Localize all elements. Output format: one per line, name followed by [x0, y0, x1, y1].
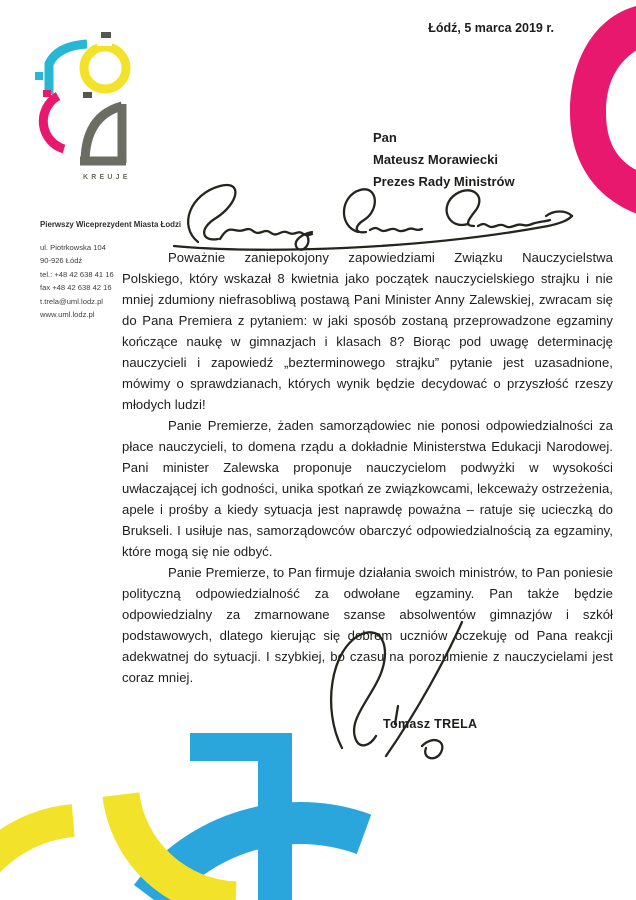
letter-date: Łódź, 5 marca 2019 r. [428, 21, 554, 35]
address-line: tel.: +48 42 638 41 16 [40, 269, 114, 279]
address-line: fax +48 42 638 42 16 [40, 283, 112, 293]
recipient-line: Pan [373, 130, 397, 145]
yellow-arc-left [0, 821, 73, 900]
logo-letter-o-yellow [84, 32, 126, 89]
logo-letter-l-cyan [35, 44, 87, 94]
paragraph: Panie Premierze, żaden samorządowiec nie ponosi odpowiedzialności za płace nauczycieli, to domena rządu a dokładnie Ministerstwa Edukacji Narodowej. Pani minister Zalewska proponuje nauczycielom podwyżki w wysokości uwłaczającej ich godności, unika spotkań ze związkowcami, lekceważy ostrzeżenia, apele i prośby a kiedy sytuacja jest naprawdę poważna – ratuje się ucieczką do Brukseli. I usiłuje nas, samorządowców obarczyć odpowiedzialnością za egzaminy, które mogą się nie odbyć. [122, 418, 613, 559]
logo-accent-mark [83, 92, 92, 98]
address-line-website: www.uml.lodz.pl [40, 310, 95, 320]
logo-accent-mark [101, 32, 111, 38]
paragraph: Poważnie zaniepokojony zapowiedziami Związku Nauczycielstwa Polskiego, który wskazał 8 kwietnia jako początek nauczycielskiego strajku i nie mniej zdumiony niefrasobliwą postawą Pani Minister Anny Zalewskiej, zwracam się do Pana Premiera z pytaniem: w jaki sposób zostaną przeprowadzone egzaminy kończące naukę w gimnazjach i klasach 8? Biorąc pod uwagę determinację nauczycieli i zapowiedź „bezterminowego strajku” pytanie jest uzasadnione, mówimy o sprawdzianach, których wynik będzie decydować o przyszłość rzeszy młodych ludzi! [122, 250, 613, 412]
recipient-block [373, 127, 515, 193]
sender-title: Pierwszy Wiceprezydent Miasta Łodzi [40, 220, 182, 229]
address-line: ul. Piotrkowska 104 [40, 243, 106, 252]
letter-body [122, 247, 613, 688]
paragraph: Panie Premierze, to Pan firmuje działania swoich ministrów, to Pan poniesie polityczną odpowiedzialność za odwołane egzaminy. Pan także będzie odpowiedzialny za zmarnowane szanse absolwentów gimnazjów i szkół podstawowych, dlatego kierując się dobrem uczniów oczekuję od Pana reakcji adekwatnej do sytuacji. I szybkiej, bo czasu na porozumienie z nauczycielami jest coraz mniej. [122, 565, 613, 685]
address-line: 90-926 Łódź [40, 256, 83, 266]
recipient-line: Mateusz Morawiecki [373, 152, 498, 167]
decorative-shapes-bottom [0, 700, 390, 900]
address-line-email: t.trela@uml.lodz.pl [40, 296, 103, 306]
decorative-magenta-arc [540, 0, 636, 240]
recipient-line: Prezes Rady Ministrów [373, 174, 515, 189]
logo-letter-z-gray [80, 92, 126, 163]
lodz-kreuje-logo [25, 32, 155, 184]
sender-address-block [40, 241, 114, 321]
signer-name: Tomasz TRELA [383, 717, 478, 731]
logo-caption: KREUJE [83, 174, 131, 181]
logo-letter-d-magenta [43, 90, 64, 149]
